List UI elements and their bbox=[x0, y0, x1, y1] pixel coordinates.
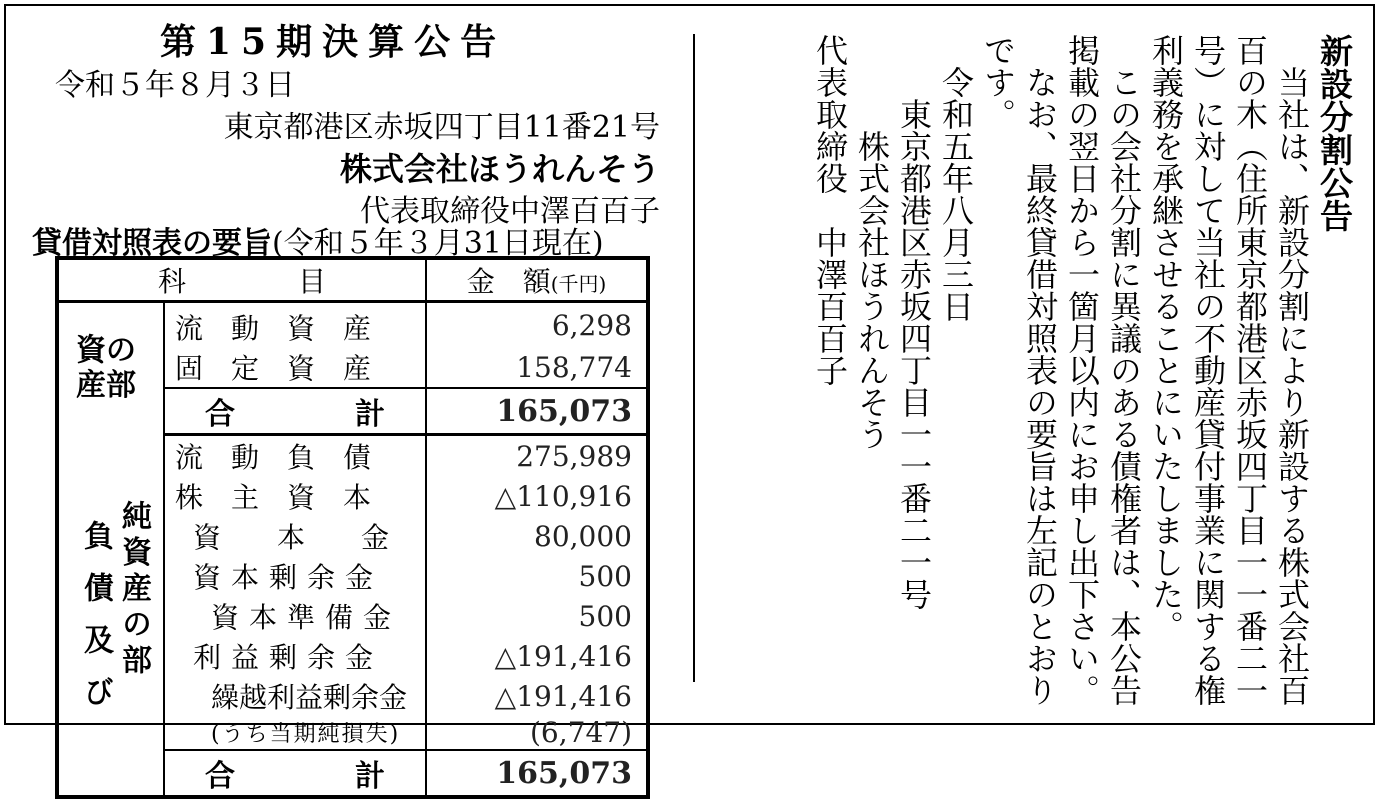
row-name: 繰越利益剰余金 bbox=[211, 681, 408, 714]
company-name: 株式会社ほうれんそう bbox=[339, 150, 660, 188]
total-value: 165,073 bbox=[426, 750, 648, 797]
notice-date: 令和５年８月３日 bbox=[55, 68, 295, 103]
split-notice-body-1: 当社は、新設分割により新設する株式会社百百の木（住所東京都港区赤坂四丁目一一番二一号）に対して当社の不動産貸付事業に関する権利義務を承継させることにいたしました。 bbox=[1147, 34, 1311, 706]
table-row bbox=[57, 435, 648, 477]
row-name: 株 主 資 本 bbox=[175, 481, 372, 514]
rep-title: 代表取締役 bbox=[360, 194, 510, 229]
row-name: 固 定 資 産 bbox=[175, 352, 372, 385]
rep-name: 中澤百百子 bbox=[510, 194, 660, 229]
row-name: 利益剰余金 bbox=[193, 641, 384, 674]
header-amount bbox=[426, 258, 648, 302]
row-value: △191,416 bbox=[426, 676, 648, 716]
row-name: 資本剰余金 bbox=[193, 561, 384, 594]
liabilities-section-label bbox=[57, 435, 164, 798]
table-row bbox=[57, 302, 648, 348]
bs-period: (令和５年３月31日現在) bbox=[272, 226, 604, 261]
assets-label-text: 資の産部 bbox=[76, 333, 136, 403]
row-value: △191,416 bbox=[426, 636, 648, 676]
split-rep-name: 中澤百百子 bbox=[811, 226, 849, 386]
row-name: 流 動 負 債 bbox=[175, 441, 372, 474]
split-notice-address: 東京都港区赤坂四丁目一一番二一号 bbox=[895, 98, 933, 610]
header-subject: 科 目 bbox=[57, 258, 426, 302]
header-unit: (千円) bbox=[550, 272, 607, 296]
row-name: 資本準備金 bbox=[211, 601, 402, 634]
column-divider bbox=[693, 34, 695, 682]
total-label: 合 計 bbox=[164, 750, 426, 797]
bs-title-main: 貸借対照表の要旨 bbox=[32, 226, 272, 261]
liabilities-label bbox=[59, 490, 163, 740]
split-notice bbox=[809, 34, 1355, 714]
row-value: △110,916 bbox=[426, 476, 648, 516]
table-header bbox=[57, 258, 648, 302]
row-name: 流 動 資 産 bbox=[175, 312, 372, 345]
split-notice-representative bbox=[809, 34, 851, 714]
split-notice-company: 株式会社ほうれんそう bbox=[853, 130, 891, 450]
row-value: 158,774 bbox=[426, 347, 648, 388]
total-label: 合 計 bbox=[164, 388, 426, 435]
row-value: 6,298 bbox=[426, 302, 648, 348]
row-value: 275,989 bbox=[426, 435, 648, 477]
liabilities-label-col1: 負債及び bbox=[78, 519, 113, 728]
split-notice-title: 新設分割公告 bbox=[1315, 34, 1354, 232]
row-name: (うち当期純損失) bbox=[211, 722, 401, 747]
total-value: 165,073 bbox=[426, 388, 648, 435]
split-notice-body-2: この会社分割に異議のある債権者は、本公告掲載の翌日から一箇月以内にお申し出下さい。 bbox=[1063, 34, 1143, 706]
liabilities-label-col2: 純資産の部 bbox=[116, 499, 151, 680]
balance-sheet-table bbox=[55, 256, 650, 799]
row-value: (6,747) bbox=[426, 716, 648, 750]
split-notice-body-3: なお、最終貸借対照表の要旨は左記のとおりです。 bbox=[979, 34, 1059, 706]
header-amount-label: 金 額 bbox=[466, 265, 551, 298]
split-rep-title: 代表取締役 bbox=[811, 34, 849, 194]
assets-section-label bbox=[57, 302, 164, 435]
split-notice-date: 令和五年八月三日 bbox=[937, 66, 975, 322]
row-value: 80,000 bbox=[426, 516, 648, 556]
row-value: 500 bbox=[426, 596, 648, 636]
row-value: 500 bbox=[426, 556, 648, 596]
row-name: 資 本 金 bbox=[193, 521, 390, 554]
company-address: 東京都港区赤坂四丁目11番21号 bbox=[223, 110, 660, 145]
notice-title: 第15期決算公告 bbox=[160, 21, 507, 63]
